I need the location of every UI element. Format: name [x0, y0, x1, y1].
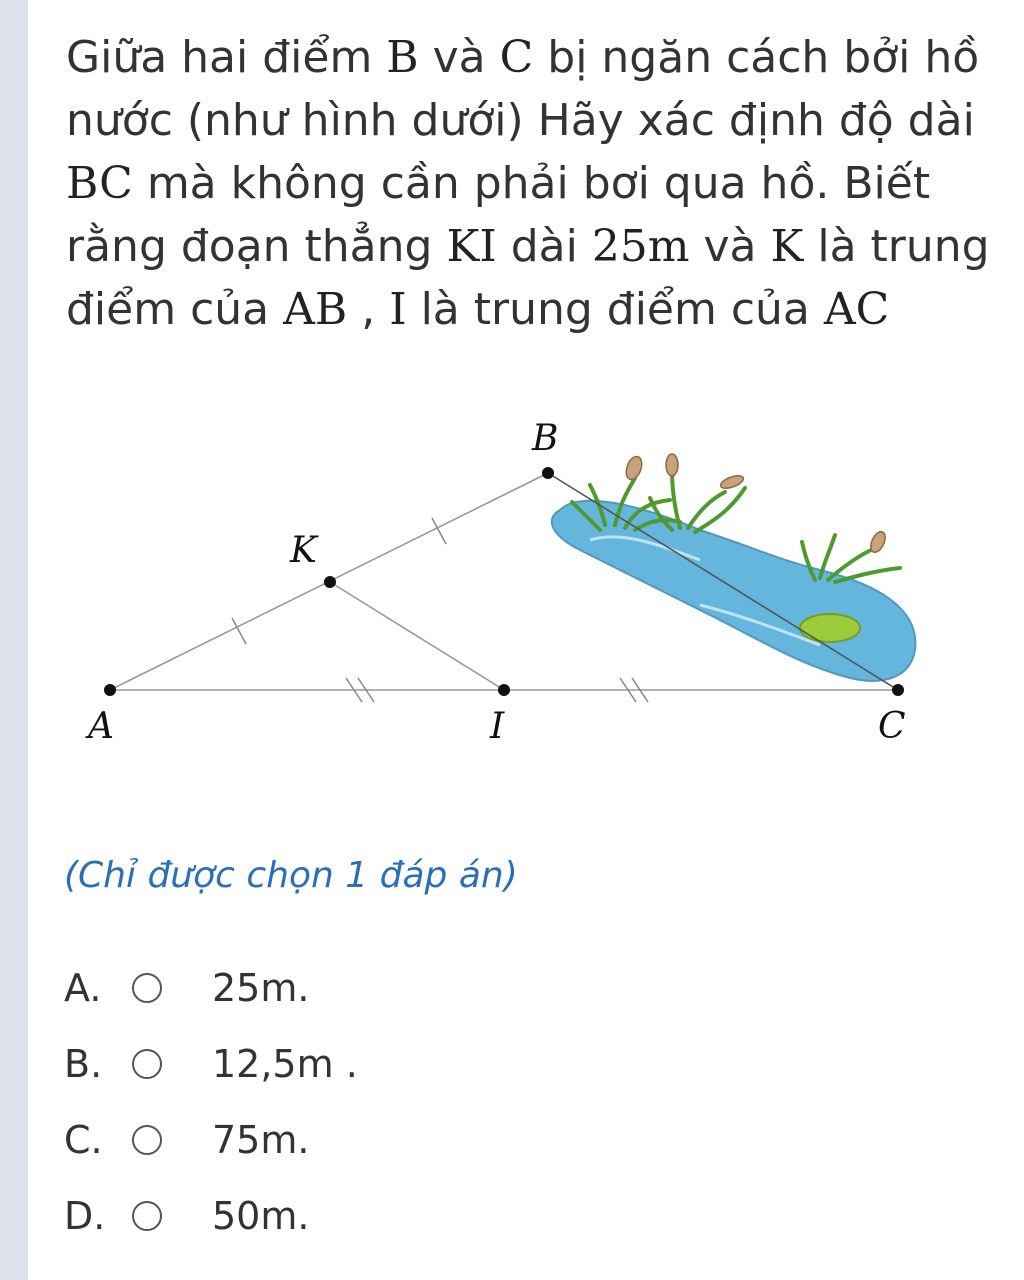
question-text-part: bị ngăn cách bởi hồ nước (như hình dưới) Hãy xác định độ dài: [66, 32, 980, 146]
math-segment-bc: BC: [66, 158, 133, 209]
math-segment-ac: AC: [823, 284, 890, 335]
question-text-part: mà không cần phải bơi qua hồ. Biết rằng đoạn thẳng: [66, 158, 931, 272]
tick-ab-lower: [232, 618, 246, 644]
tick-ab-upper: [432, 518, 446, 544]
segment-ki: [330, 582, 504, 690]
option-text: 75m.: [212, 1118, 310, 1162]
question-text-part: dài: [496, 221, 592, 272]
instruction-text: (Chỉ được chọn 1 đáp án): [64, 855, 518, 896]
question-text-part: là trung điểm của: [66, 221, 990, 335]
math-point-b: B: [386, 32, 419, 83]
option-letter: D.: [64, 1194, 106, 1238]
label-a: A: [88, 706, 114, 747]
option-text: 12,5m .: [212, 1042, 358, 1086]
question-text: [66, 26, 1006, 341]
geometry-figure: [60, 410, 960, 770]
point-k: [324, 576, 336, 588]
math-point-k: K: [770, 221, 804, 272]
answer-options: [64, 950, 664, 1254]
label-b: B: [532, 418, 559, 459]
point-c: [892, 684, 904, 696]
question-text-part: Giữa hai điểm: [66, 32, 387, 83]
option-letter: A.: [64, 966, 102, 1010]
lily-pad: [800, 614, 860, 642]
math-length: 25m: [591, 221, 690, 272]
option-d[interactable]: [64, 1178, 664, 1254]
question-text-part: và: [418, 32, 500, 83]
math-point-c: C: [499, 32, 534, 83]
point-b: [542, 467, 554, 479]
option-a[interactable]: [64, 950, 664, 1026]
point-i: [498, 684, 510, 696]
question-text-part: ,: [347, 284, 390, 335]
label-k: K: [290, 530, 317, 571]
radio-button[interactable]: [132, 1201, 162, 1231]
option-letter: C.: [64, 1118, 103, 1162]
option-b[interactable]: [64, 1026, 664, 1102]
math-segment-ki: KI: [446, 221, 497, 272]
option-c[interactable]: [64, 1102, 664, 1178]
option-letter: B.: [64, 1042, 103, 1086]
label-c: C: [878, 706, 906, 747]
math-segment-ab: AB: [283, 284, 348, 335]
point-a: [104, 684, 116, 696]
math-point-i: I: [389, 284, 407, 335]
radio-button[interactable]: [132, 1049, 162, 1079]
radio-button[interactable]: [132, 973, 162, 1003]
question-text-part: và: [689, 221, 771, 272]
option-text: 50m.: [212, 1194, 310, 1238]
lake: [552, 501, 916, 681]
radio-button[interactable]: [132, 1125, 162, 1155]
question-text-part: là trung điểm của: [406, 284, 824, 335]
left-rail: [0, 0, 28, 1280]
option-text: 25m.: [212, 966, 310, 1010]
label-i: I: [490, 706, 505, 747]
